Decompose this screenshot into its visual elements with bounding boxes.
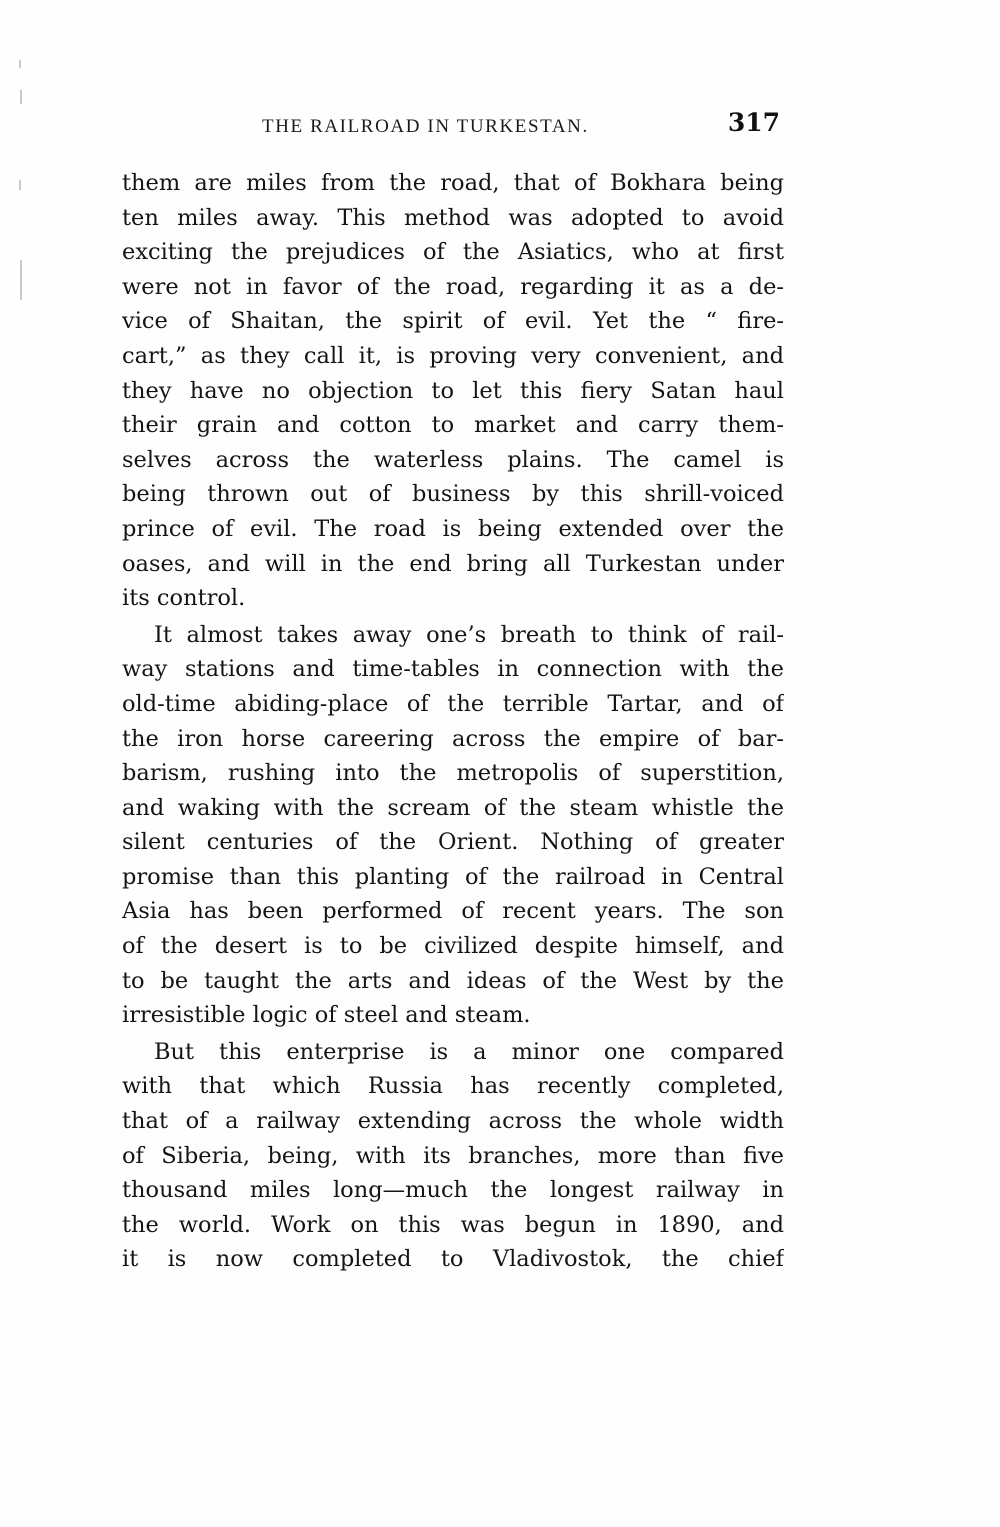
text-line: old-time abiding-place of the terrible Tartar, and of — [122, 690, 784, 717]
text-line: thousand miles long—much the longest railway in — [122, 1177, 784, 1204]
speck — [19, 180, 21, 190]
text-line: prince of evil. The road is being extended over the — [122, 515, 784, 542]
body-text — [122, 166, 784, 1277]
text-line: cart,” as they call it, is proving very convenient, and — [122, 342, 784, 369]
text-line: Asia has been performed of recent years. The son — [122, 898, 784, 925]
speck — [20, 90, 22, 104]
text-line: its control. — [122, 585, 246, 612]
speck — [20, 260, 22, 300]
text-line: with that which Russia has recently completed, — [122, 1073, 784, 1100]
text-line: It almost takes away one’s breath to think of rail- — [154, 621, 784, 648]
text-line: promise than this planting of the railroad in Central — [122, 863, 784, 890]
text-line: barism, rushing into the metropolis of superstition, — [122, 760, 784, 787]
text-line: them are miles from the road, that of Bokhara being — [122, 170, 784, 196]
text-line: were not in favor of the road, regarding it as a de- — [122, 273, 784, 300]
text-line: irresistible logic of steel and steam. — [122, 1002, 531, 1029]
text-line: the iron horse careering across the empire of bar- — [122, 725, 784, 752]
text-line: ten miles away. This method was adopted to avoid — [122, 204, 784, 231]
running-head — [122, 108, 784, 148]
running-title: THE RAILROAD IN TURKESTAN. — [262, 116, 589, 137]
speck — [19, 60, 21, 68]
text-line: But this enterprise is a minor one compared — [154, 1038, 784, 1065]
text-line: that of a railway extending across the whole width — [122, 1108, 784, 1135]
text-line: and waking with the scream of the steam whistle the — [122, 794, 784, 821]
text-line: they have no objection to let this fiery Satan haul — [122, 377, 784, 404]
paragraph — [122, 1035, 784, 1277]
text-line: their grain and cotton to market and carry them- — [122, 412, 784, 439]
text-line: selves across the waterless plains. The camel is — [122, 446, 784, 473]
text-line: it is now completed to Vladivostok, the chief — [122, 1246, 784, 1273]
paragraph — [122, 618, 784, 1033]
text-line: of the desert is to be civilized despite himself, and — [122, 933, 784, 960]
text-line: vice of Shaitan, the spirit of evil. Yet the “ fire- — [122, 308, 784, 335]
margin-specks — [18, 60, 24, 320]
text-line: to be taught the arts and ideas of the West by the — [122, 967, 784, 994]
page-number: 317 — [727, 108, 780, 137]
text-line: oases, and will in the end bring all Turkestan under — [122, 550, 784, 577]
text-line: the world. Work on this was begun in 1890, and — [122, 1211, 784, 1238]
text-line: way stations and time-tables in connection with the — [122, 656, 784, 683]
paragraph — [122, 166, 784, 616]
text-line: silent centuries of the Orient. Nothing of greater — [122, 829, 784, 856]
text-line: being thrown out of business by this shrill-voiced — [122, 481, 784, 508]
text-line: of Siberia, being, with its branches, more than five — [122, 1142, 784, 1169]
text-line: exciting the prejudices of the Asiatics, who at first — [122, 239, 784, 266]
